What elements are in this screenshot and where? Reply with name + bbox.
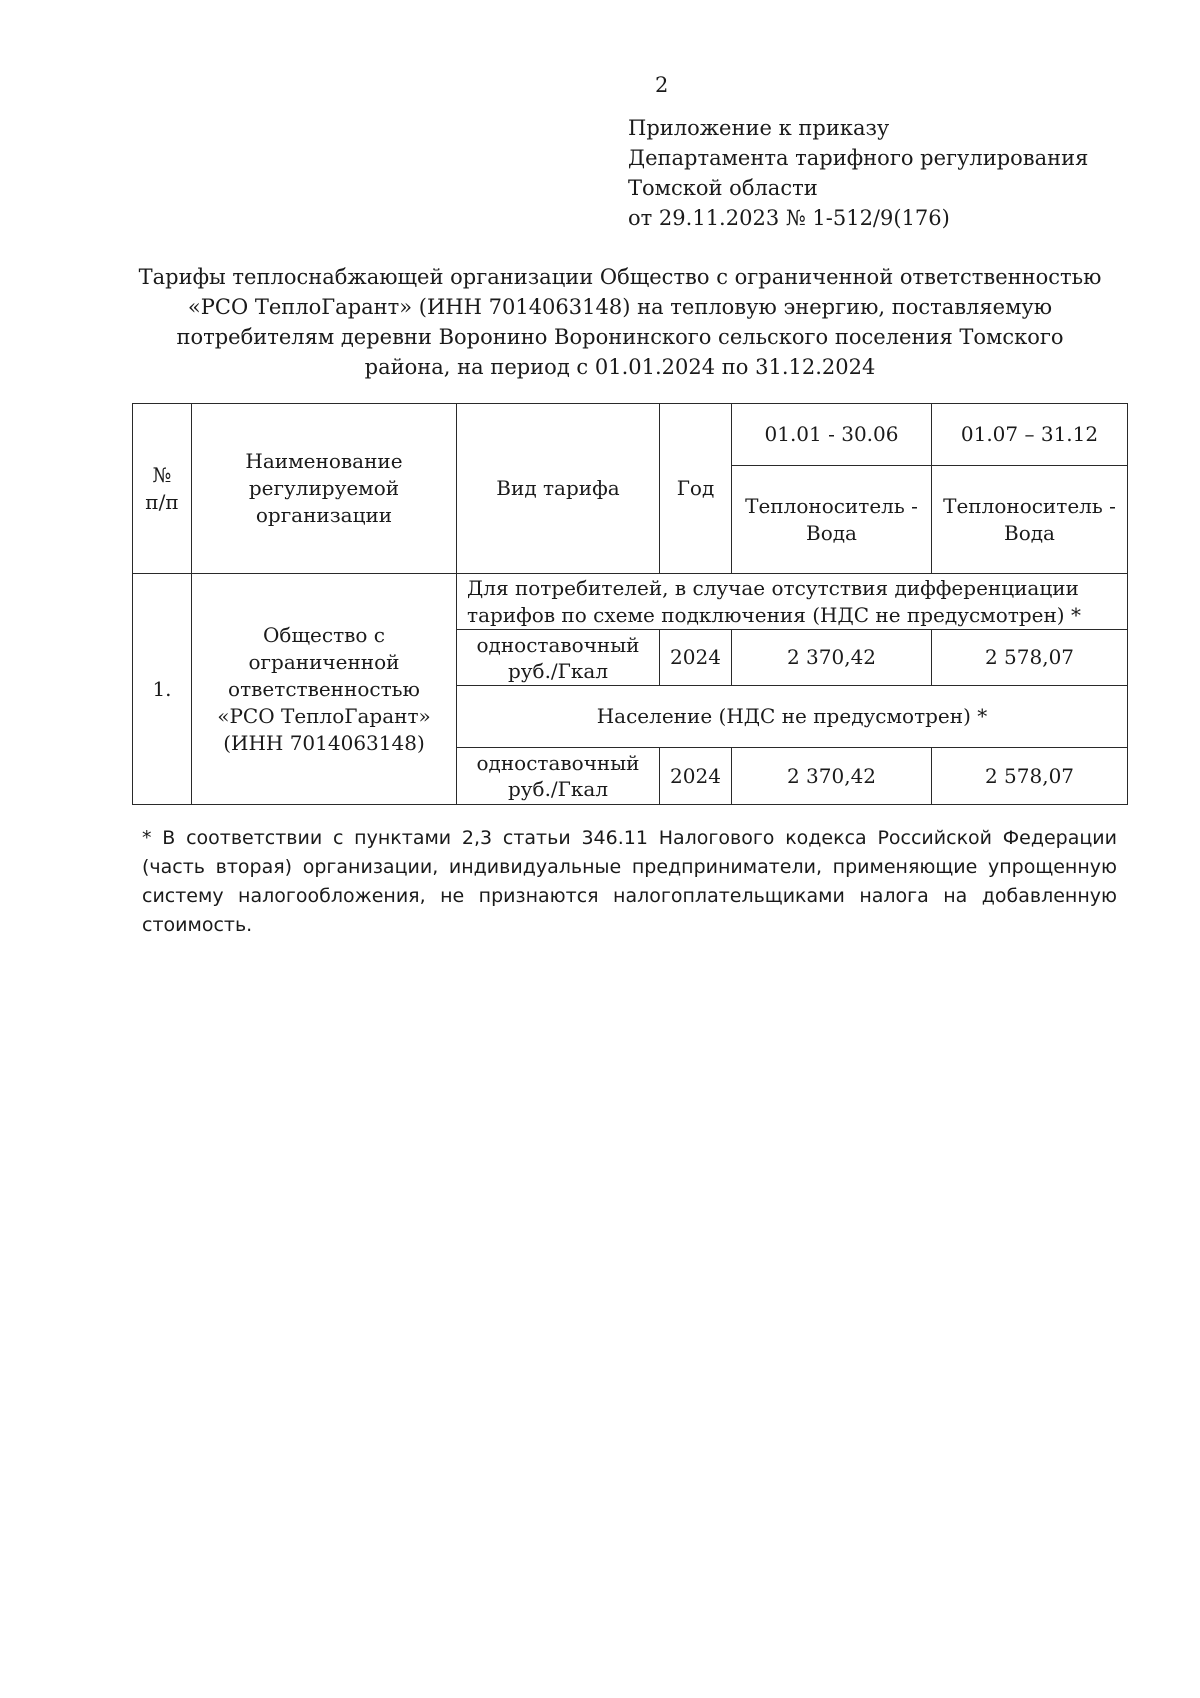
tariff-type-line: одноставочный [476, 751, 640, 775]
group-label-population: Население (НДС не предусмотрен) * [457, 686, 1128, 748]
document-title [120, 262, 1120, 382]
org-line: ограниченной [248, 649, 400, 674]
header-tariff-type: Вид тарифа [457, 404, 660, 574]
org-line: (ИНН 7014063148) [223, 730, 425, 755]
tariff-type-cell [457, 630, 660, 686]
row-organization [192, 574, 457, 805]
header-carrier-2 [932, 466, 1128, 574]
title-line: «РСО ТеплоГарант» (ИНН 7014063148) на тепловую энергию, поставляемую [187, 295, 1053, 319]
value-cell: 2 578,07 [932, 748, 1128, 805]
value-cell: 2 370,42 [732, 630, 932, 686]
row-number: 1. [133, 574, 192, 805]
org-line: «РСО ТеплоГарант» [217, 703, 431, 728]
page-number: 2 [655, 73, 669, 97]
tariff-type-cell [457, 748, 660, 805]
header-year: Год [660, 404, 732, 574]
header-org-line: организации [255, 503, 393, 527]
title-line: Тарифы теплоснабжающей организации Общество с ограниченной ответственностью [138, 265, 1102, 289]
group-label-line: тарифов по схеме подключения (НДС не предусмотрен) * [467, 602, 1081, 627]
value-cell: 2 578,07 [932, 630, 1128, 686]
org-line: ответственностью [228, 676, 420, 701]
table-row [133, 574, 1128, 630]
tariff-unit-line: руб./Гкал [507, 658, 609, 683]
appendix-header [628, 113, 1088, 233]
carrier-line: Вода [806, 520, 857, 545]
appendix-line: Томской области [628, 176, 818, 200]
header-carrier-1 [732, 466, 932, 574]
header-org-line: Наименование [245, 449, 403, 473]
appendix-line: Департамента тарифного регулирования [628, 146, 1089, 170]
tariff-table [132, 403, 1128, 805]
header-org-line: регулируемой [248, 476, 400, 500]
header-number-line1: № [152, 462, 172, 487]
header-row [133, 404, 1128, 466]
year-cell: 2024 [660, 630, 732, 686]
header-period-2: 01.07 – 31.12 [932, 404, 1128, 466]
title-line: района, на период с 01.01.2024 по 31.12.2024 [364, 355, 876, 379]
header-number-line2: п/п [145, 489, 179, 514]
carrier-line: Вода [1004, 520, 1055, 545]
carrier-line: Теплоноситель - [943, 493, 1116, 518]
group-label-consumers [457, 574, 1128, 630]
tariff-type-line: одноставочный [476, 632, 640, 657]
value-cell: 2 370,42 [732, 748, 932, 805]
appendix-line: от 29.11.2023 № 1-512/9(176) [628, 206, 950, 230]
year-cell: 2024 [660, 748, 732, 805]
header-number [133, 404, 192, 574]
tariff-unit-line: руб./Гкал [507, 777, 609, 801]
header-period-1: 01.01 - 30.06 [732, 404, 932, 466]
header-organization [192, 404, 457, 574]
carrier-line: Теплоноситель - [745, 493, 918, 518]
group-label-line: Для потребителей, в случае отсутствия дифференциации [467, 575, 1079, 600]
appendix-line: Приложение к приказу [628, 116, 890, 140]
footnote: * В соответствии с пунктами 2,3 статьи 346.11 Налогового кодекса Российской Федерации (часть вторая) организации, индивидуальные предприниматели, применяющие упрощенную систему налогообложения, не признаются налогоплательщиками налога на добавленную стоимость. [142, 827, 1117, 936]
title-line: потребителям деревни Воронино Воронинского сельского поселения Томского [176, 325, 1064, 349]
org-line: Общество с [263, 622, 385, 647]
